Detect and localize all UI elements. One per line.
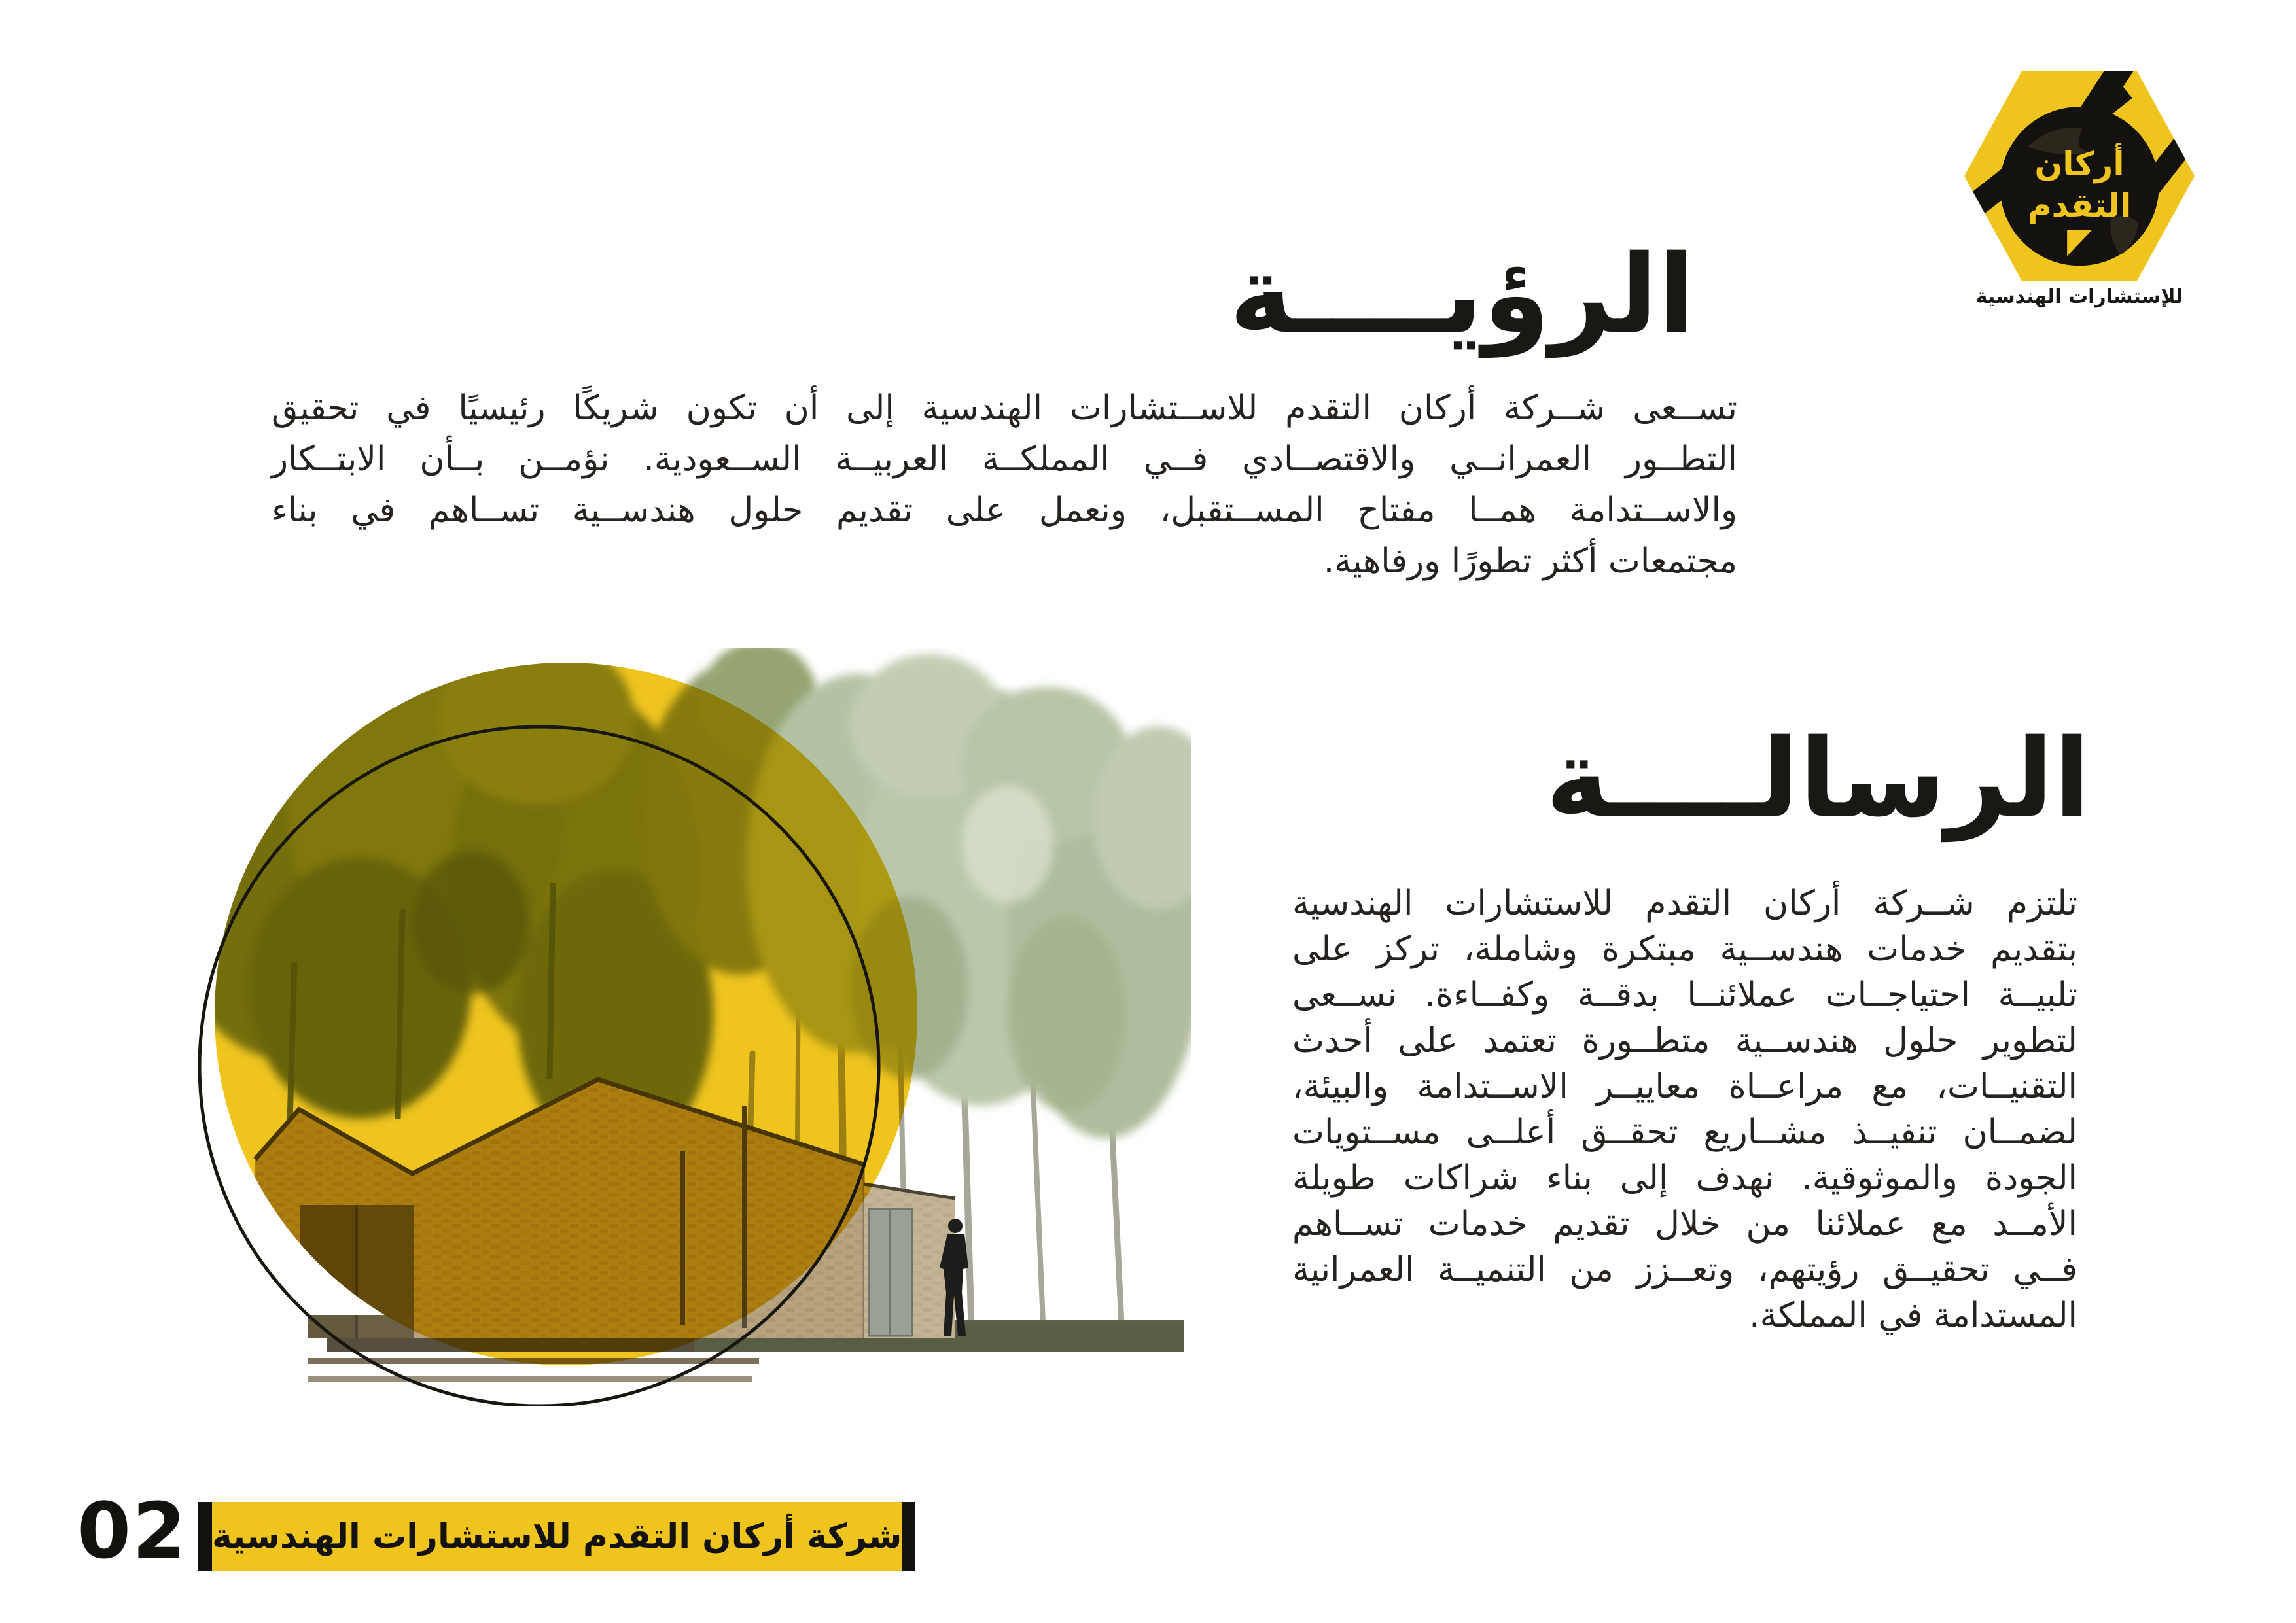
vision-line: تســعى شــركة أركان التقدم للاســتشارات الهندسية إلى أن تكون شريكًا رئيسيًا في تحقيق <box>272 389 1737 428</box>
logo-hexagon-icon <box>1964 71 2195 281</box>
footer-banner <box>198 1502 913 1571</box>
logo-name-line2: التقدم <box>2027 185 2132 224</box>
mission-line: لتطوير حلول هندســية متطــورة تعتمد على أحدث <box>1292 1021 2077 1060</box>
mission-line: الأمــد مع عملائنا من خلال تقديم خدمات تســاهم <box>1292 1204 2077 1244</box>
mission-title: الرسالــــة <box>1545 716 2091 841</box>
mission-line: الجودة والموثوقية. نهدف إلى بناء شراكات طويلة <box>1292 1159 2077 1198</box>
mission-line: التقنيــات، مع مراعــاة معاييــر الاســتدامة والبيئة، <box>1292 1067 2077 1106</box>
architecture-render <box>196 648 1191 1406</box>
hero-illustration <box>196 648 1191 1406</box>
banner-right-bar <box>902 1502 915 1571</box>
logo-caption: للإستشارات الهندسية <box>1975 285 2183 308</box>
mission-line: فــي تحقيــق رؤيتهم، وتعــزز من التنميــة العمرانية <box>1292 1250 2077 1289</box>
mission-paragraph <box>1292 881 2077 1338</box>
mission-line: تلتزم شــركة أركان التقدم للاستشارات الهندسية <box>1292 884 2077 923</box>
mission-line: تلبيــة احتياجــات عملائنــا بدقــة وكفــاءة. نســعى <box>1292 975 2077 1015</box>
banner-company-name: شركة أركان التقدم للاستشارات الهندسية <box>212 1517 902 1556</box>
vision-line: والاســتدامة همــا مفتاح المســتقبل، ونعمل على تقديم حلول هندســية تســاهم في بناء <box>272 491 1737 530</box>
banner-left-bar <box>198 1502 212 1571</box>
mission-line: المستدامة في المملكة. <box>1749 1296 2077 1335</box>
logo-name-line1: أركان <box>2034 144 2125 183</box>
vision-title: الرؤيــــة <box>1229 232 1695 357</box>
vision-line: التطــور العمرانــي والاقتصــادي فــي المملكــة العربيــة الســعودية. نؤمــن بــأن الابتــكار <box>272 440 1737 479</box>
mission-line: بتقديم خدمات هندســية مبتكرة وشاملة، تركز على <box>1292 930 2077 969</box>
company-logo <box>1964 71 2195 308</box>
page-number: 02 <box>77 1486 188 1576</box>
vision-paragraph <box>272 383 1737 587</box>
banner-body <box>212 1502 902 1571</box>
mission-line: لضمــان تنفيــذ مشــاريع تحقــق أعلــى مســتويات <box>1292 1113 2077 1152</box>
yellow-circle-overlay <box>215 663 917 1365</box>
vision-line: مجتمعات أكثر تطورًا ورفاهية. <box>1323 542 1737 581</box>
